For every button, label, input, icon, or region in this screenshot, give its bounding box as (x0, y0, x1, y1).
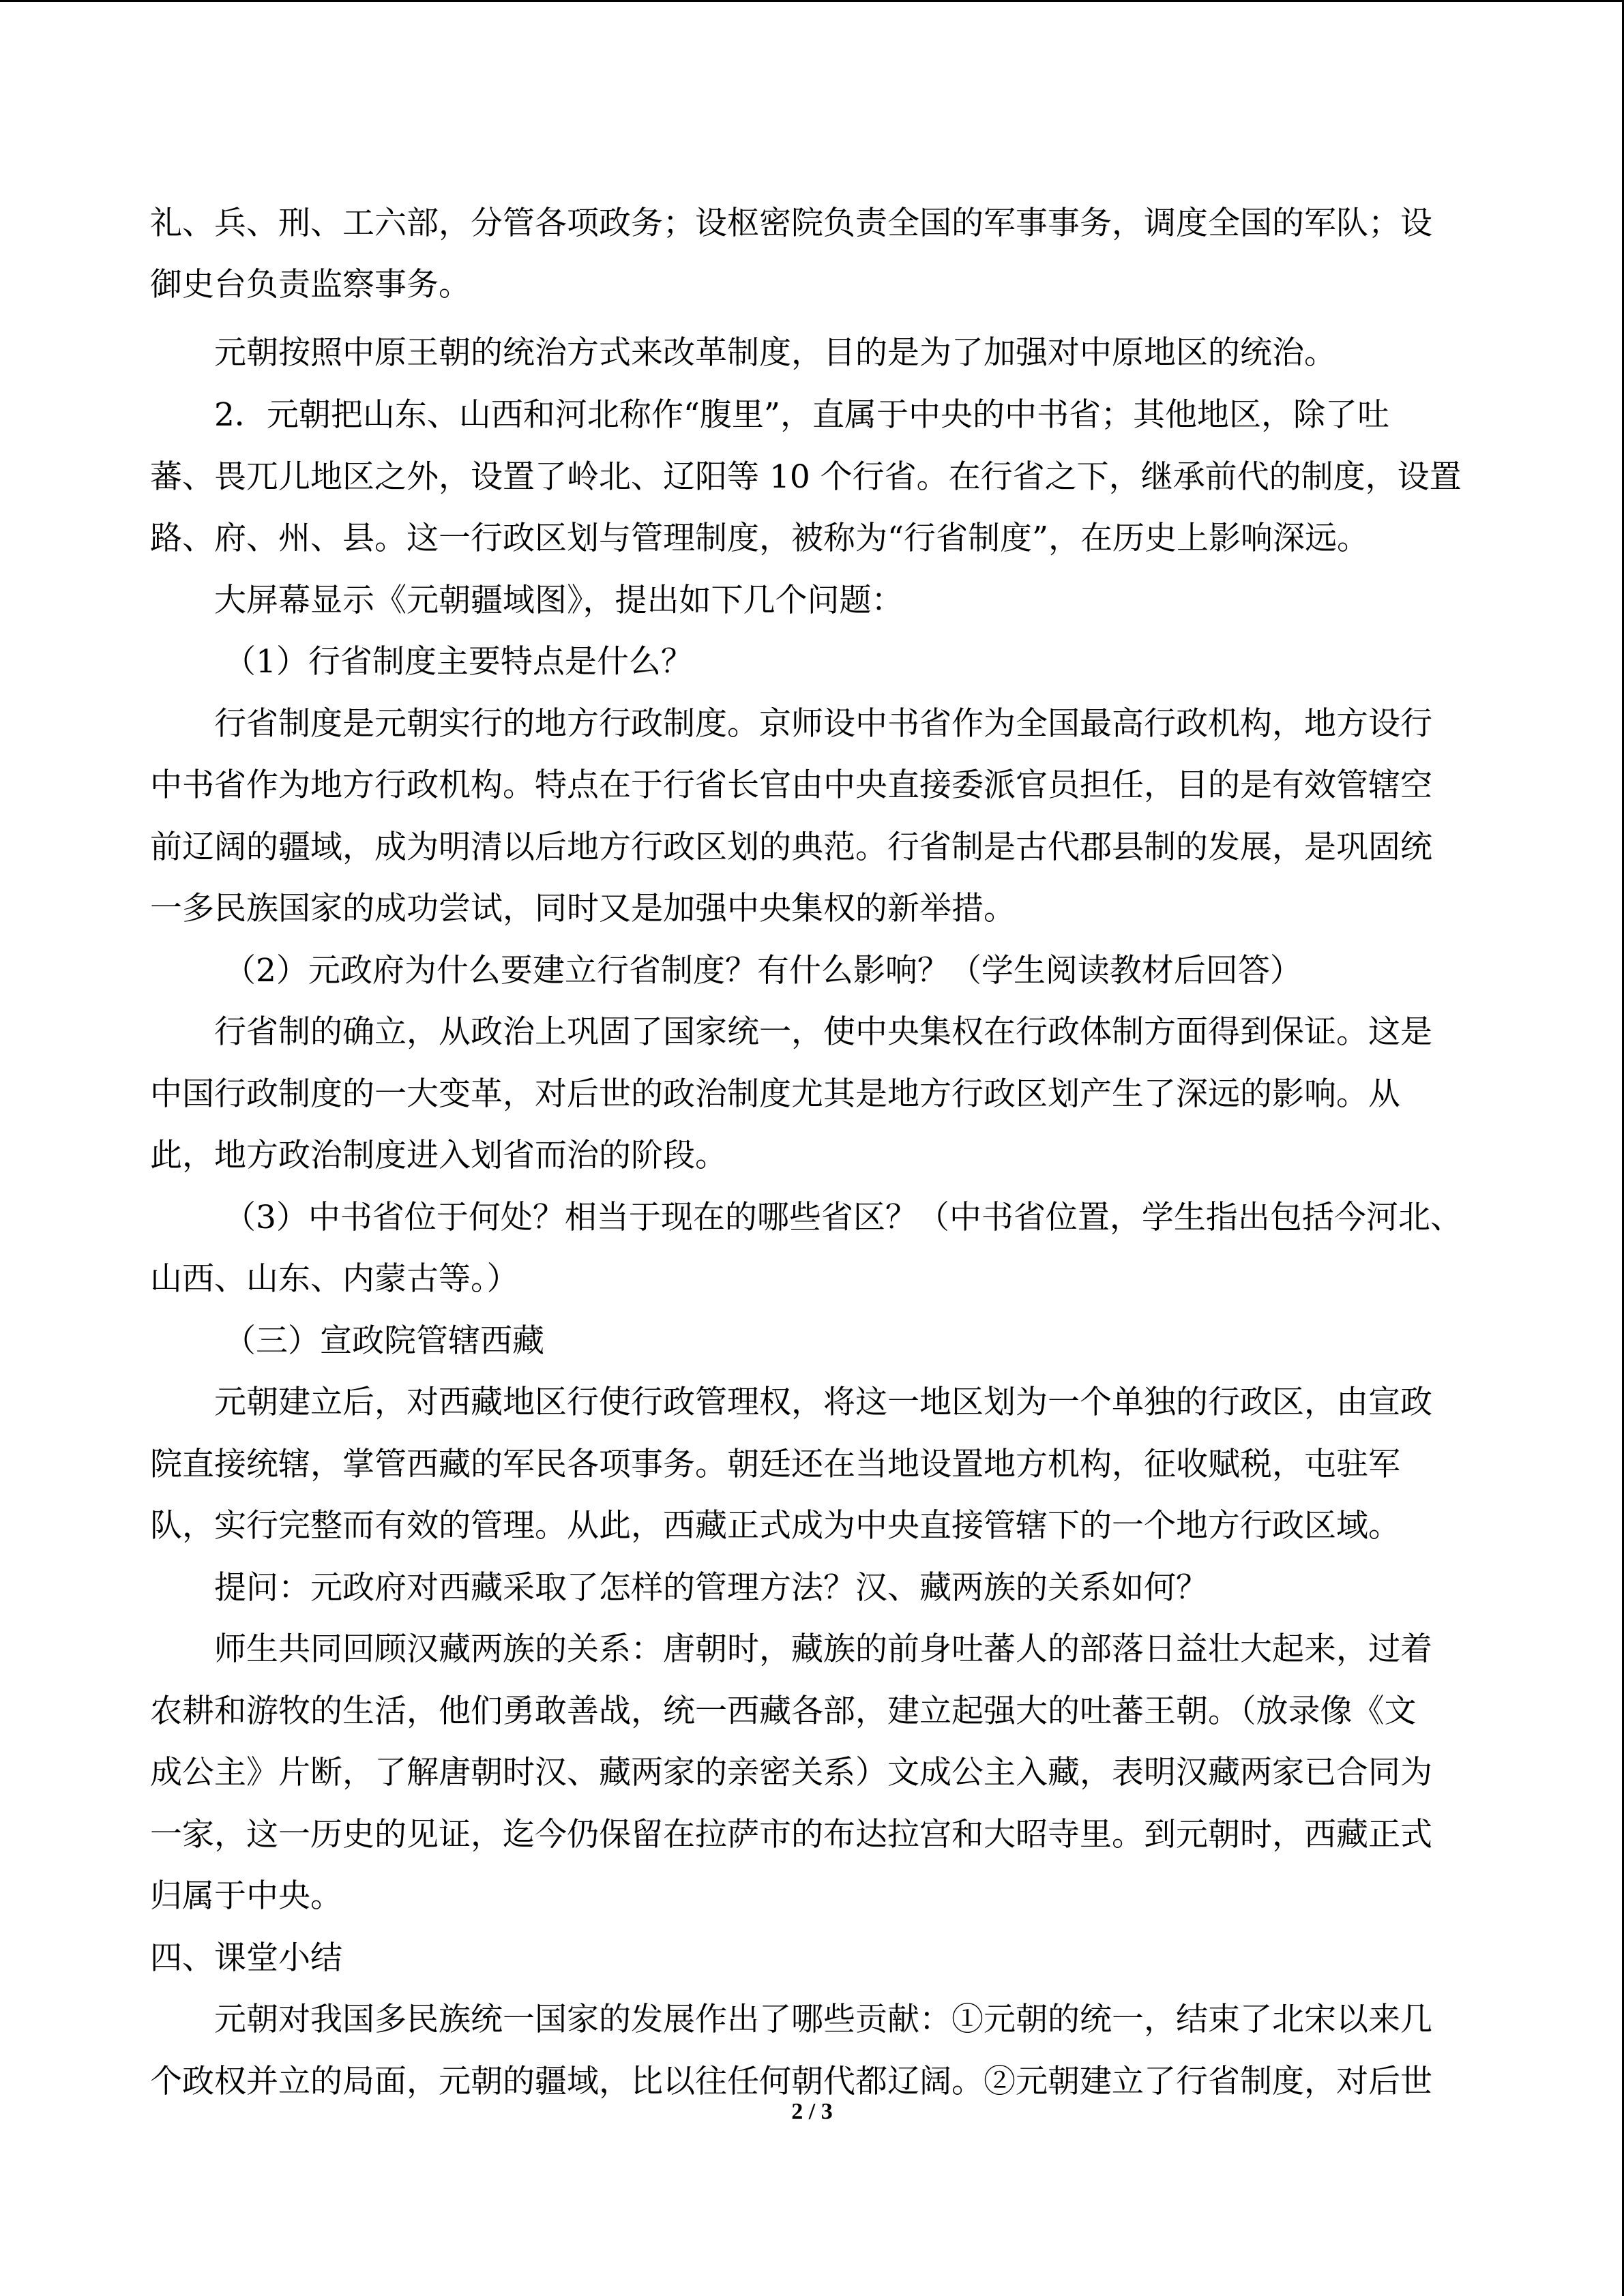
body-line: 个政权并立的局面，元朝的疆域，比以往任何朝代都辽阔。②元朝建立了行省制度，对后世 (150, 2063, 1432, 2100)
body-line: 此，地方政治制度进入划省而治的阶段。 (150, 1137, 727, 1174)
paragraph-line: 行省制度是元朝实行的地方行政制度。京师设中书省作为全国最高行政机构，地方设行 (214, 705, 1432, 743)
paragraph-line: 师生共同回顾汉藏两族的关系：唐朝时，藏族的前身吐蕃人的部落日益壮大起来，过着 (214, 1630, 1432, 1668)
body-line: 一家，这一历史的见证，迄今仍保留在拉萨市的布达拉宫和大昭寺里。到元朝时，西藏正式 (150, 1816, 1432, 1853)
paragraph-line: 提问：元政府对西藏采取了怎样的管理方法？汉、藏两族的关系如何？ (214, 1569, 1208, 1607)
body-line: 山西、山东、内蒙古等。） (150, 1260, 519, 1298)
paragraph-line: 元朝建立后，对西藏地区行使行政管理权，将这一地区划为一个单独的行政区，由宣政 (214, 1384, 1432, 1421)
paragraph-line: 元朝对我国多民族统一国家的发展作出了哪些贡献：①元朝的统一，结束了北宋以来几 (214, 2001, 1432, 2038)
body-line: 队，实行完整而有效的管理。从此，西藏正式成为中央直接管辖下的一个地方行政区域。 (150, 1507, 1400, 1545)
question-line: （3）中书省位于何处？相当于现在的哪些省区？（中书省位置，学生指出包括今河北、 (224, 1199, 1462, 1236)
body-line: 归属于中央。 (150, 1877, 342, 1915)
question-line: （2）元政府为什么要建立行省制度？有什么影响？（学生阅读教材后回答） (224, 952, 1302, 989)
body-line: 中书省作为地方行政机构。特点在于行省长官由中央直接委派官员担任，目的是有效管辖空 (150, 766, 1432, 804)
body-line: 礼、兵、刑、工六部，分管各项政务；设枢密院负责全国的军事事务，调度全国的军队；设 (150, 205, 1432, 242)
paragraph-line: 元朝按照中原王朝的统治方式来改革制度，目的是为了加强对中原地区的统治。 (214, 334, 1336, 372)
page-border-top (0, 0, 1624, 2)
section-heading: 四、课堂小结 (150, 1939, 342, 1977)
body-line: 一多民族国家的成功尝试，同时又是加强中央集权的新举措。 (150, 890, 1016, 927)
body-line: 前辽阔的疆域，成为明清以后地方行政区划的典范。行省制是古代郡县制的发展，是巩固统 (150, 829, 1432, 866)
body-line: 路、府、州、县。这一行政区划与管理制度，被称为“行省制度”，在历史上影响深远。 (150, 520, 1370, 557)
paragraph-line: 大屏幕显示《元朝疆域图》，提出如下几个问题： (214, 582, 904, 619)
body-line: 中国行政制度的一大变革，对后世的政治制度尤其是地方行政区划产生了深远的影响。从 (150, 1075, 1400, 1113)
page-number: 2 / 3 (791, 2099, 833, 2124)
body-line: 御史台负责监察事务。 (150, 266, 471, 303)
body-line: 蕃、畏兀儿地区之外，设置了岭北、辽阳等 10 个行省。在行省之下，继承前代的制度，设置 (150, 458, 1462, 496)
paragraph-line: 行省制的确立，从政治上巩固了国家统一，使中央集权在行政体制方面得到保证。这是 (214, 1013, 1432, 1051)
body-line: 农耕和游牧的生活，他们勇敢善战，统一西藏各部，建立起强大的吐蕃王朝。（放录像《文 (150, 1693, 1417, 1730)
numbered-point-line: 2．元朝把山东、山西和河北称作“腹里”，直属于中央的中书省；其他地区，除了吐 (214, 396, 1389, 434)
question-line: （1）行省制度主要特点是什么？ (224, 643, 693, 681)
body-line: 院直接统辖，掌管西藏的军民各项事务。朝廷还在当地设置地方机构，征收赋税，屯驻军 (150, 1446, 1400, 1483)
section-heading: （三）宣政院管辖西藏 (224, 1322, 544, 1360)
body-line: 成公主》片断，了解唐朝时汉、藏两家的亲密关系）文成公主入藏，表明汉藏两家已合同为 (150, 1754, 1432, 1791)
